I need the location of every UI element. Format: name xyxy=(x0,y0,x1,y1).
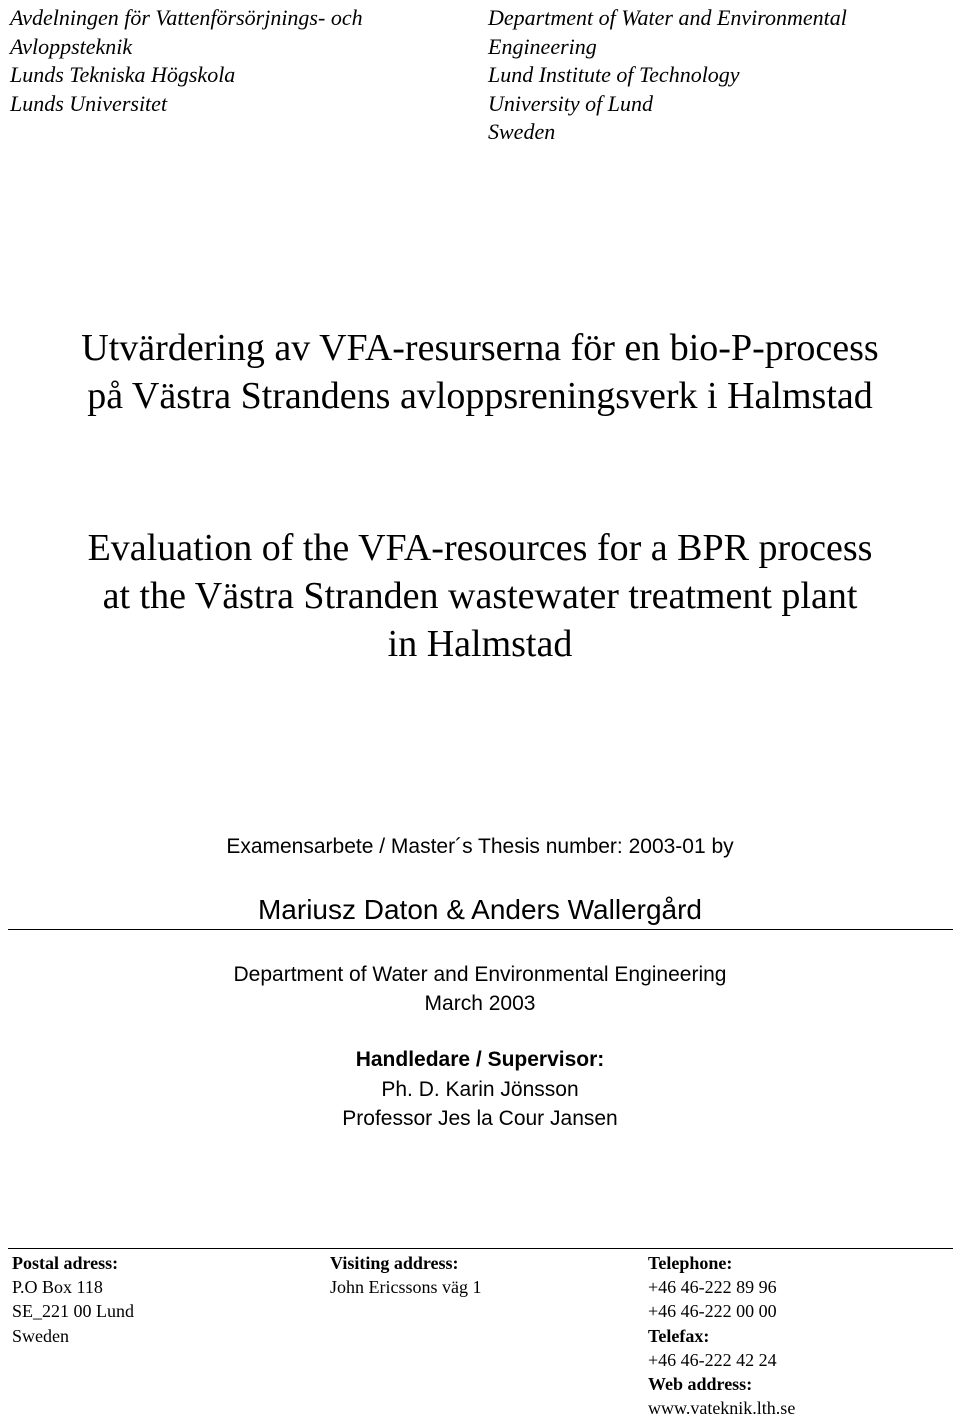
header-left-line: Avdelningen för Vattenförsörjnings- och xyxy=(10,5,363,30)
header-right-line: Lund Institute of Technology xyxy=(488,62,740,88)
title-swedish-line: Utvärdering av VFA-resurserna för en bio-P-process xyxy=(81,327,879,369)
web-label: Web address: xyxy=(648,1374,753,1395)
supervisor-heading: Handledare / Supervisor: xyxy=(355,1048,605,1071)
header-left-line: Avloppsteknik xyxy=(10,33,133,59)
postal-line: SE_221 00 Lund xyxy=(12,1301,135,1322)
department-name: Department of Water and Environmental Engineering xyxy=(233,963,727,986)
title-english-line: Evaluation of the VFA-resources for a BPR process xyxy=(87,527,873,569)
authors: Mariusz Daton & Anders Wallergård xyxy=(257,894,703,925)
postal-line: P.O Box 118 xyxy=(12,1277,103,1298)
header-right-line: University of Lund xyxy=(488,90,653,116)
telefax-label: Telefax: xyxy=(648,1325,710,1346)
supervisor-block xyxy=(0,1045,960,1134)
header-english-affiliation xyxy=(488,4,847,147)
web-address: www.vateknik.lth.se xyxy=(648,1398,796,1416)
title-english-line: in Halmstad xyxy=(387,623,573,665)
footer-visiting-address xyxy=(330,1251,482,1299)
thesis-number-line: Examensarbete / Master´s Thesis number: 2003-01 by xyxy=(226,835,734,858)
footer-postal-address xyxy=(12,1251,134,1348)
footer-divider xyxy=(8,1248,953,1249)
header-left-line: Lunds Tekniska Högskola xyxy=(10,62,236,88)
authors-divider xyxy=(8,929,953,930)
telephone-number: +46 46-222 89 96 xyxy=(648,1277,777,1298)
telephone-number: +46 46-222 00 00 xyxy=(648,1301,777,1322)
header-right-line: Engineering xyxy=(488,33,597,59)
header-right-line: Sweden xyxy=(488,119,556,145)
supervisor-name: Ph. D. Karin Jönsson xyxy=(381,1077,579,1101)
postal-line: Sweden xyxy=(12,1325,69,1346)
footer-contact xyxy=(648,1251,795,1416)
header-left-line: Lunds Universitet xyxy=(10,90,168,116)
telephone-label: Telephone: xyxy=(648,1253,733,1273)
postal-label: Postal adress: xyxy=(12,1253,119,1273)
title-english-line: at the Västra Stranden wastewater treatment plant xyxy=(102,575,858,617)
thesis-date: March 2003 xyxy=(424,992,536,1015)
department-date-block xyxy=(0,960,960,1018)
title-swedish xyxy=(0,324,960,420)
visiting-line: John Ericssons väg 1 xyxy=(330,1277,482,1298)
header-swedish-affiliation xyxy=(10,4,363,118)
header-right-line: Department of Water and Environmental xyxy=(488,5,847,30)
title-swedish-line: på Västra Strandens avloppsreningsverk i Halmstad xyxy=(87,375,873,417)
supervisor-name: Professor Jes la Cour Jansen xyxy=(342,1107,618,1130)
visiting-label: Visiting address: xyxy=(330,1253,459,1273)
telefax-number: +46 46-222 42 24 xyxy=(648,1349,777,1370)
title-english xyxy=(0,524,960,668)
